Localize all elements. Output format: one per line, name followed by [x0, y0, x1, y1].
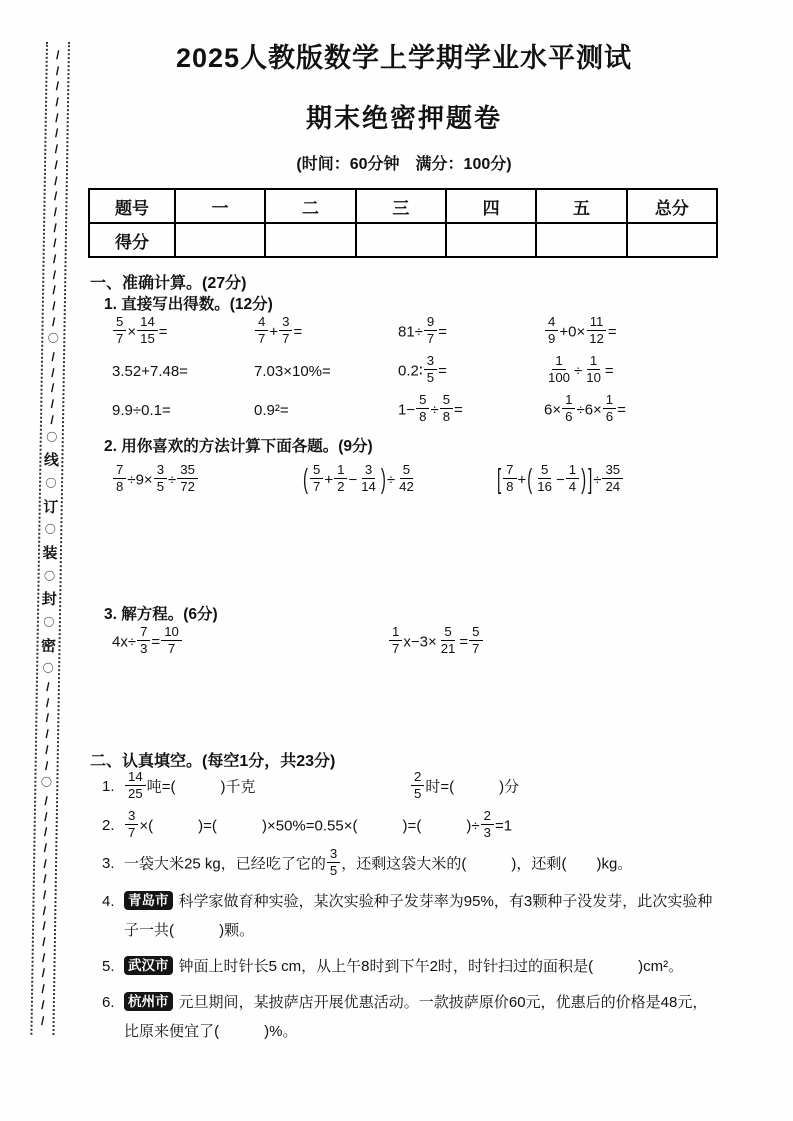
hatch-mark: / [55, 95, 59, 110]
blank-question: $\frac{14}{25}$ 吨=( )千克 [124, 772, 410, 803]
hatch-mark: / [40, 1013, 45, 1028]
binding-line-char: 封 [41, 591, 57, 609]
math-problem: $\frac{7}{8}$ ÷9× $\frac{3}{5}$ ÷ $\frac{35}{72}$ [112, 465, 302, 496]
hatch-mark: / [45, 727, 49, 742]
item-content [124, 988, 720, 1046]
hatch-mark: / [55, 79, 60, 94]
math-problem: 81÷ $\frac{9}{7}$ = [398, 314, 448, 346]
seal-circle: 〇 [46, 431, 58, 444]
seal-circle: 〇 [47, 333, 59, 346]
math-problem: $\frac{1}{7}$ x−3× $\frac{5}{21}$ = $\frac{5}{7}$ [388, 627, 718, 658]
section1-sub3-heading: 3. 解方程。(6分) [104, 606, 218, 623]
blank-question: 元旦期间，某披萨店开展优惠活动。一款披萨原价60元，优惠后的价格是48元，比原来便宜了( )%。 [124, 994, 708, 1041]
score-cell [265, 223, 355, 257]
section2-heading: 二、认真填空。(每空1分，共23分) [90, 753, 336, 770]
hatch-mark: / [55, 110, 59, 125]
item-content [124, 952, 720, 981]
hatch-mark: / [53, 204, 58, 219]
blank-question: 钟面上时针长5 cm，从上午8时到下午2时，时针扫过的面积是( )cm²。 [178, 958, 684, 976]
hatch-mark: / [43, 856, 47, 871]
fill-in-blank-list [102, 769, 720, 1053]
item-number: 1. [102, 778, 115, 795]
hatch-mark: / [52, 267, 57, 282]
fill-item-1 [102, 769, 720, 803]
hatch-mark: / [56, 47, 60, 63]
direct-calculation-grid [112, 313, 718, 430]
city-badge-qingdao: 青岛市 [124, 891, 173, 910]
seal-circle: 〇 [44, 524, 56, 537]
binding-line-char: 线 [43, 452, 60, 470]
fill-item-5 [102, 952, 720, 981]
paper-title-line1: 2025人教版数学上学期学业水平测试 [175, 43, 633, 73]
hatch-mark: / [43, 825, 48, 840]
fill-item-2 [102, 807, 720, 842]
item-number: 3. [102, 855, 115, 873]
score-table-header-total: 总分 [627, 189, 717, 223]
hatch-mark: / [44, 758, 49, 773]
hatch-mark: / [53, 189, 58, 204]
item-content: 一袋大米25 kg，已经吃了它的 $\frac{3}{5}$ ，还剩这袋大米的( )，还剩( )kg。 [124, 846, 633, 879]
score-cell [446, 223, 536, 257]
hatch-mark: / [45, 711, 50, 726]
seal-circle: 〇 [40, 777, 52, 790]
math-problem: 6× $\frac{1}{6}$ ÷6× $\frac{1}{6}$ = [544, 392, 626, 424]
item-number: 2. [102, 816, 115, 834]
math-problem: 0.2∶ $\frac{3}{5}$ = [398, 353, 447, 385]
hatch-mark: / [42, 887, 47, 902]
binding-line-char: 密 [40, 637, 57, 655]
section1-sub1-heading: 1. 直接写出得数。(12分) [104, 296, 273, 313]
math-problem: ( $\frac{5}{7}$ + $\frac{1}{2}$ − $\frac{3}{14}$ )÷ $\frac{5}{42}$ [303, 461, 414, 496]
score-table [88, 188, 718, 258]
fill-item-6 [102, 988, 720, 1046]
hatch-mark: / [53, 220, 57, 235]
math-problem: $\frac{1}{100}$ ÷ $\frac{1}{10}$ = [548, 353, 614, 385]
city-badge-wuhan: 武汉市 [124, 956, 173, 975]
hatch-mark: / [52, 283, 56, 298]
equation-grid [112, 620, 718, 664]
score-row-label: 得分 [89, 223, 175, 257]
hatch-mark: / [51, 314, 56, 329]
hatch-mark: / [41, 966, 46, 981]
hatch-mark: / [55, 63, 60, 78]
hatch-mark: / [50, 381, 55, 396]
city-badge-hangzhou: 杭州市 [124, 992, 173, 1011]
binding-line-strip [30, 42, 70, 1035]
hatch-mark: / [43, 872, 47, 887]
item-number: 5. [102, 958, 115, 976]
fill-item-4 [102, 887, 720, 945]
hatch-mark: / [45, 695, 50, 710]
math-problem: $\frac{4}{9}$ +0× $\frac{11}{12}$ = [544, 317, 718, 348]
hatch-mark: / [44, 793, 48, 808]
item-number: 4. [102, 893, 115, 911]
fill-item-3 [102, 846, 720, 880]
hatch-mark: / [52, 251, 57, 266]
paper-subtitle-time-score: (时间：60分钟 满分：100分) [296, 156, 512, 173]
hatch-mark: / [53, 236, 57, 251]
score-table-header-row [89, 189, 717, 223]
score-table-header-4: 四 [446, 189, 536, 223]
section1-sub2-heading: 2. 用你喜欢的方法计算下面各题。(9分) [104, 438, 373, 455]
score-cell [175, 223, 265, 257]
math-problem: $\frac{5}{7}$ × $\frac{14}{15}$ = [112, 317, 254, 348]
math-problem: 4x÷ $\frac{7}{3}$ = $\frac{10}{7}$ [112, 627, 388, 658]
hatch-mark: / [41, 981, 45, 997]
method-calculation-grid [112, 456, 718, 504]
score-table-header-3: 三 [356, 189, 446, 223]
score-cell [536, 223, 626, 257]
hatch-mark: / [42, 934, 46, 949]
hatch-mark: / [51, 365, 55, 380]
hatch-mark: / [50, 412, 54, 427]
hatch-mark: / [54, 126, 59, 141]
math-problem: 0.9²= [254, 402, 289, 419]
hatch-mark: / [41, 950, 46, 965]
item-number: 6. [102, 994, 115, 1012]
seal-circle: 〇 [45, 477, 57, 490]
math-problem: 3.52+7.48= [112, 363, 188, 380]
score-table-header-tihao: 题号 [89, 189, 175, 223]
hatch-mark: / [43, 840, 48, 855]
score-cell [356, 223, 446, 257]
blank-question: $\frac{2}{5}$ 时=( )分 [410, 772, 720, 803]
main-content [88, 0, 720, 1121]
hatch-mark: / [52, 298, 56, 313]
binding-line-char: 订 [43, 498, 59, 516]
math-problem: 7.03×10%= [254, 363, 331, 380]
hatch-mark: / [45, 742, 49, 757]
hatch-mark: / [54, 157, 58, 172]
binding-line-char: 装 [42, 544, 58, 562]
score-cell [627, 223, 717, 257]
math-problem: $\frac{4}{7}$ + $\frac{3}{7}$ = [254, 317, 398, 348]
hatch-mark: / [46, 679, 50, 695]
seal-circle: 〇 [42, 663, 54, 676]
item-content: $\frac{3}{7}$ ×( )=( )×50%=0.55×( )=( )÷ $\frac{2}{3}$ =1 [124, 811, 720, 842]
hatch-mark: / [41, 997, 45, 1012]
hatch-mark: / [54, 142, 59, 157]
score-table-header-5: 五 [536, 189, 626, 223]
paper-title-line2: 期末绝密押题卷 [305, 103, 502, 133]
seal-circle: 〇 [43, 616, 55, 630]
hatch-mark: / [54, 173, 58, 188]
math-problem: 9.9÷0.1= [112, 402, 171, 419]
blank-question: 科学家做育种实验，某次实验种子发芽率为95%，有3颗种子没发芽，此次实验种子一共( )颗。 [124, 893, 713, 940]
hatch-mark: / [50, 397, 55, 412]
score-table-header-1: 一 [175, 189, 265, 223]
score-table-score-row [89, 223, 717, 257]
section1-heading: 一、准确计算。(27分) [90, 275, 247, 292]
hatch-mark: / [42, 919, 46, 934]
hatch-mark: / [42, 903, 47, 918]
seal-circle: 〇 [44, 570, 56, 583]
hatch-mark: / [44, 809, 48, 824]
item-content [124, 769, 720, 803]
item-content [124, 887, 720, 945]
score-table-header-2: 二 [265, 189, 355, 223]
math-problem: [ $\frac{7}{8}$ +( $\frac{5}{16}$ − $\frac{1}{4}$ ) ]÷ $\frac{35}{24}$ [496, 465, 718, 496]
math-problem: 1− $\frac{5}{8}$ ÷ $\frac{5}{8}$ = [398, 392, 463, 424]
hatch-mark: / [51, 349, 55, 365]
